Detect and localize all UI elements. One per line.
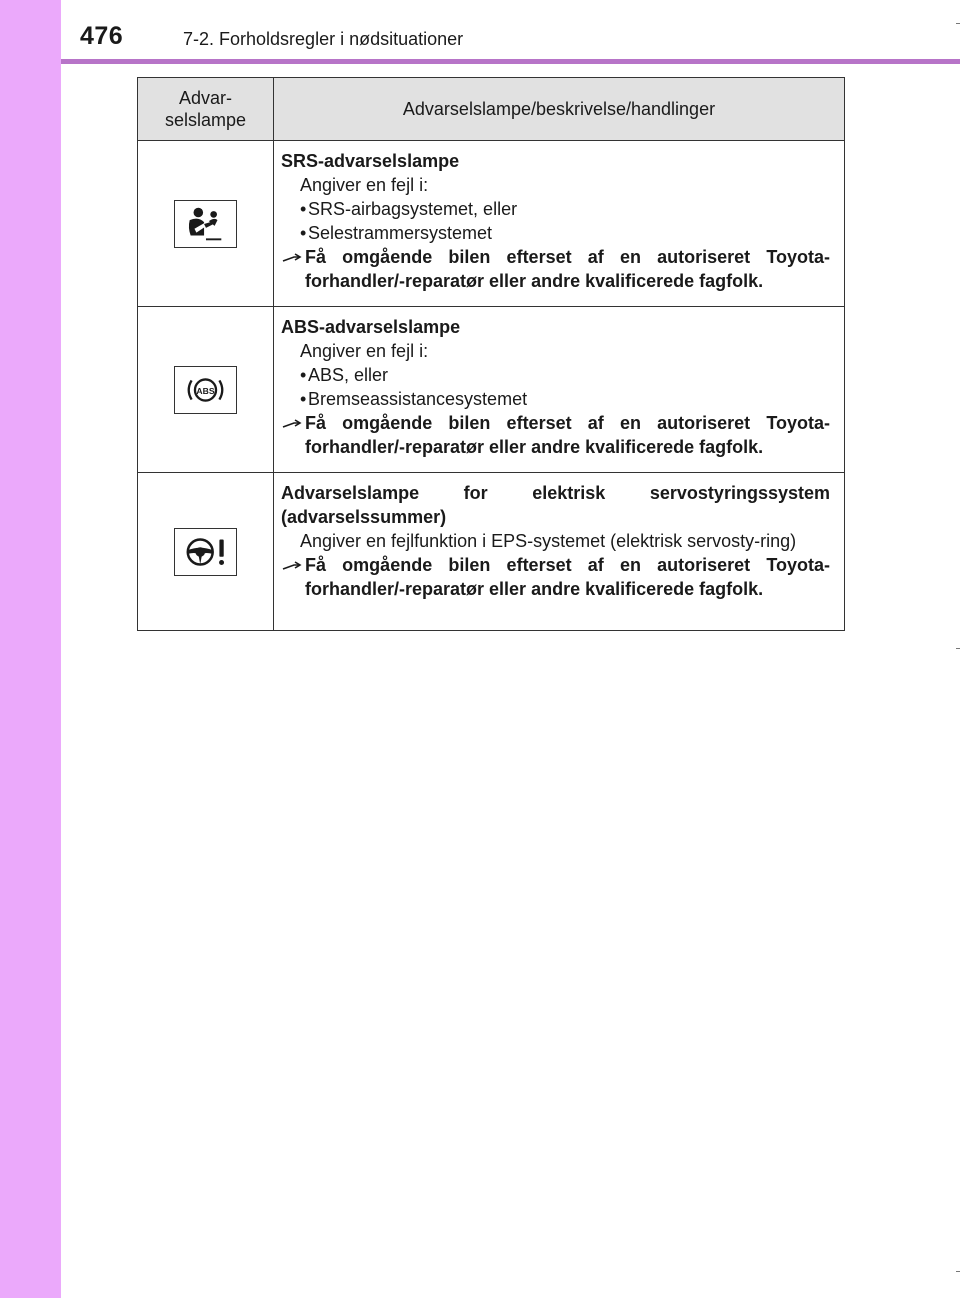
- action-text: Få omgående bilen efterset af en autoriseret Toyota-forhandler/-reparatør eller andre kvalificerede fagfolk.: [281, 245, 830, 293]
- description-cell: [274, 141, 845, 307]
- column-header-description: Advarselslampe/beskrivelse/handlinger: [274, 78, 845, 141]
- lamp-description: Angiver en fejl i:: [300, 341, 429, 361]
- eps-warning-icon: [174, 528, 237, 576]
- action-text: Få omgående bilen efterset af en autoriseret Toyota-forhandler/-reparatør eller andre kvalificerede fagfolk.: [281, 411, 830, 459]
- lamp-title: Advarselslampe for elektrisk servostyringssystem (advarselssummer): [281, 483, 830, 527]
- description-cell: [274, 307, 845, 473]
- lamp-title: ABS-advarselslampe: [281, 317, 461, 337]
- list-item: • SRS-airbagsystemet, eller: [281, 197, 830, 221]
- column-header-lamp: Advar- selslampe: [138, 78, 274, 141]
- description-cell: [274, 473, 845, 631]
- table-row: [138, 141, 845, 307]
- lamp-description: Angiver en fejlfunktion i EPS-systemet (elektrisk servosty-ring): [300, 531, 797, 551]
- list-item: • Bremseassistancesystemet: [281, 387, 830, 411]
- action-text: Få omgående bilen efterset af en autoriseret Toyota-forhandler/-reparatør eller andre kvalificerede fagfolk.: [281, 553, 830, 601]
- crop-mark: [956, 23, 960, 24]
- arrow-icon: [281, 553, 303, 577]
- svg-text:ABS: ABS: [196, 385, 215, 396]
- warning-lamp-table: [137, 77, 845, 631]
- crop-mark: [956, 648, 960, 649]
- table-row: [138, 307, 845, 473]
- crop-mark: [956, 1271, 960, 1272]
- airbag-warning-icon: [174, 200, 237, 248]
- lamp-cell: [138, 141, 274, 307]
- arrow-icon: [281, 245, 303, 269]
- arrow-icon: [281, 411, 303, 435]
- page-number: 476: [80, 22, 124, 50]
- section-title: 7-2. Forholdsregler i nødsituationer: [183, 29, 464, 49]
- list-item: • ABS, eller: [281, 363, 830, 387]
- page-side-band: [0, 0, 61, 1298]
- table-row: [138, 473, 845, 631]
- lamp-title: SRS-advarselslampe: [281, 151, 460, 171]
- abs-warning-icon: [174, 366, 237, 414]
- header-rule: [61, 59, 960, 64]
- table-header-row: [138, 78, 845, 141]
- lamp-cell: [138, 307, 274, 473]
- lamp-cell: [138, 473, 274, 631]
- list-item: • Selestrammersystemet: [281, 221, 830, 245]
- lamp-description: Angiver en fejl i:: [300, 175, 429, 195]
